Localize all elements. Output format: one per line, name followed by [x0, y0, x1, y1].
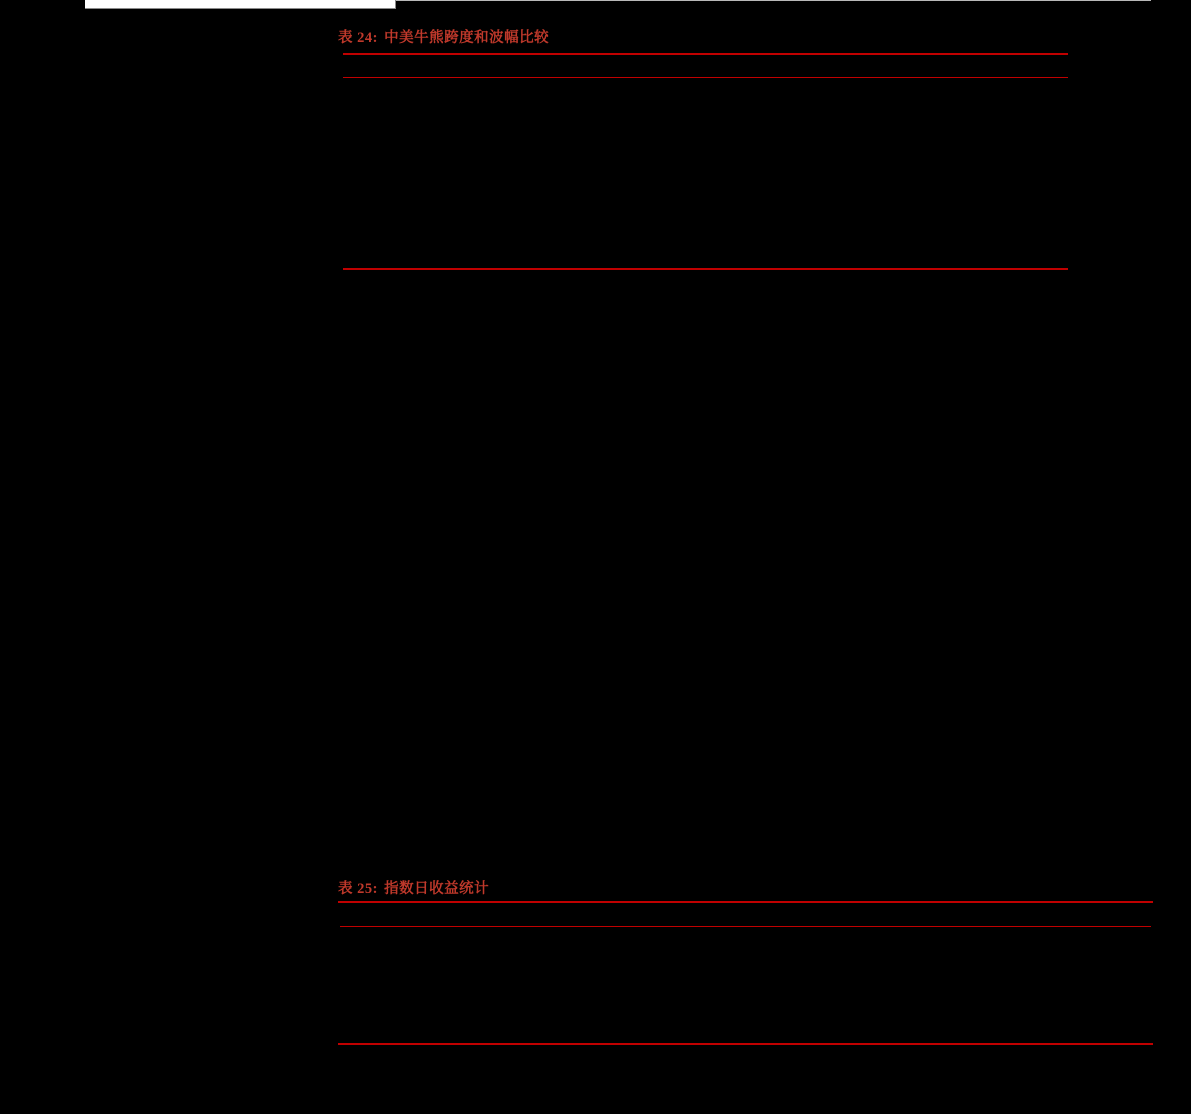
- table-25-rule-bottom: [338, 1043, 1153, 1045]
- table-cell: [456, 943, 572, 947]
- table-24-block: [338, 26, 1068, 47]
- table-25-caption-number: 表 25:: [338, 881, 378, 897]
- table-cell: [343, 102, 464, 106]
- table-cell: [688, 943, 804, 947]
- table-24-caption-title: 中美牛熊跨度和波幅比较: [384, 30, 550, 46]
- table-cell: [585, 102, 706, 106]
- table-24-rule-top: [343, 53, 1068, 55]
- table-24-table: [343, 78, 1068, 106]
- table-25-block: [338, 877, 1153, 898]
- table-cell: [572, 943, 688, 947]
- table-24-grid: [343, 78, 1068, 268]
- table-cell: [803, 943, 919, 947]
- table-24-body: [343, 82, 1068, 106]
- table-25-body: [340, 931, 1151, 947]
- table-24-caption-number: 表 24:: [338, 30, 378, 46]
- table-cell: [705, 102, 826, 106]
- table-cell: [947, 102, 1068, 106]
- table-row: [340, 943, 1151, 947]
- table-cell: [919, 943, 1035, 947]
- table-24-caption: [338, 26, 1068, 47]
- table-row: [343, 102, 1068, 106]
- page-header-mark: [1085, 0, 1151, 7]
- table-25-caption-title: 指数日收益统计: [384, 881, 490, 897]
- page-header-left-box: [85, 0, 396, 9]
- table-25-caption: [338, 877, 1153, 898]
- table-25-grid: [340, 927, 1151, 1043]
- table-25-table: [340, 927, 1151, 947]
- table-cell: [464, 102, 585, 106]
- table-cell: [826, 102, 947, 106]
- table-24-rule-bottom: [343, 268, 1068, 270]
- table-cell: [1035, 943, 1151, 947]
- table-25-rule-top: [338, 901, 1153, 903]
- table-cell: [340, 943, 456, 947]
